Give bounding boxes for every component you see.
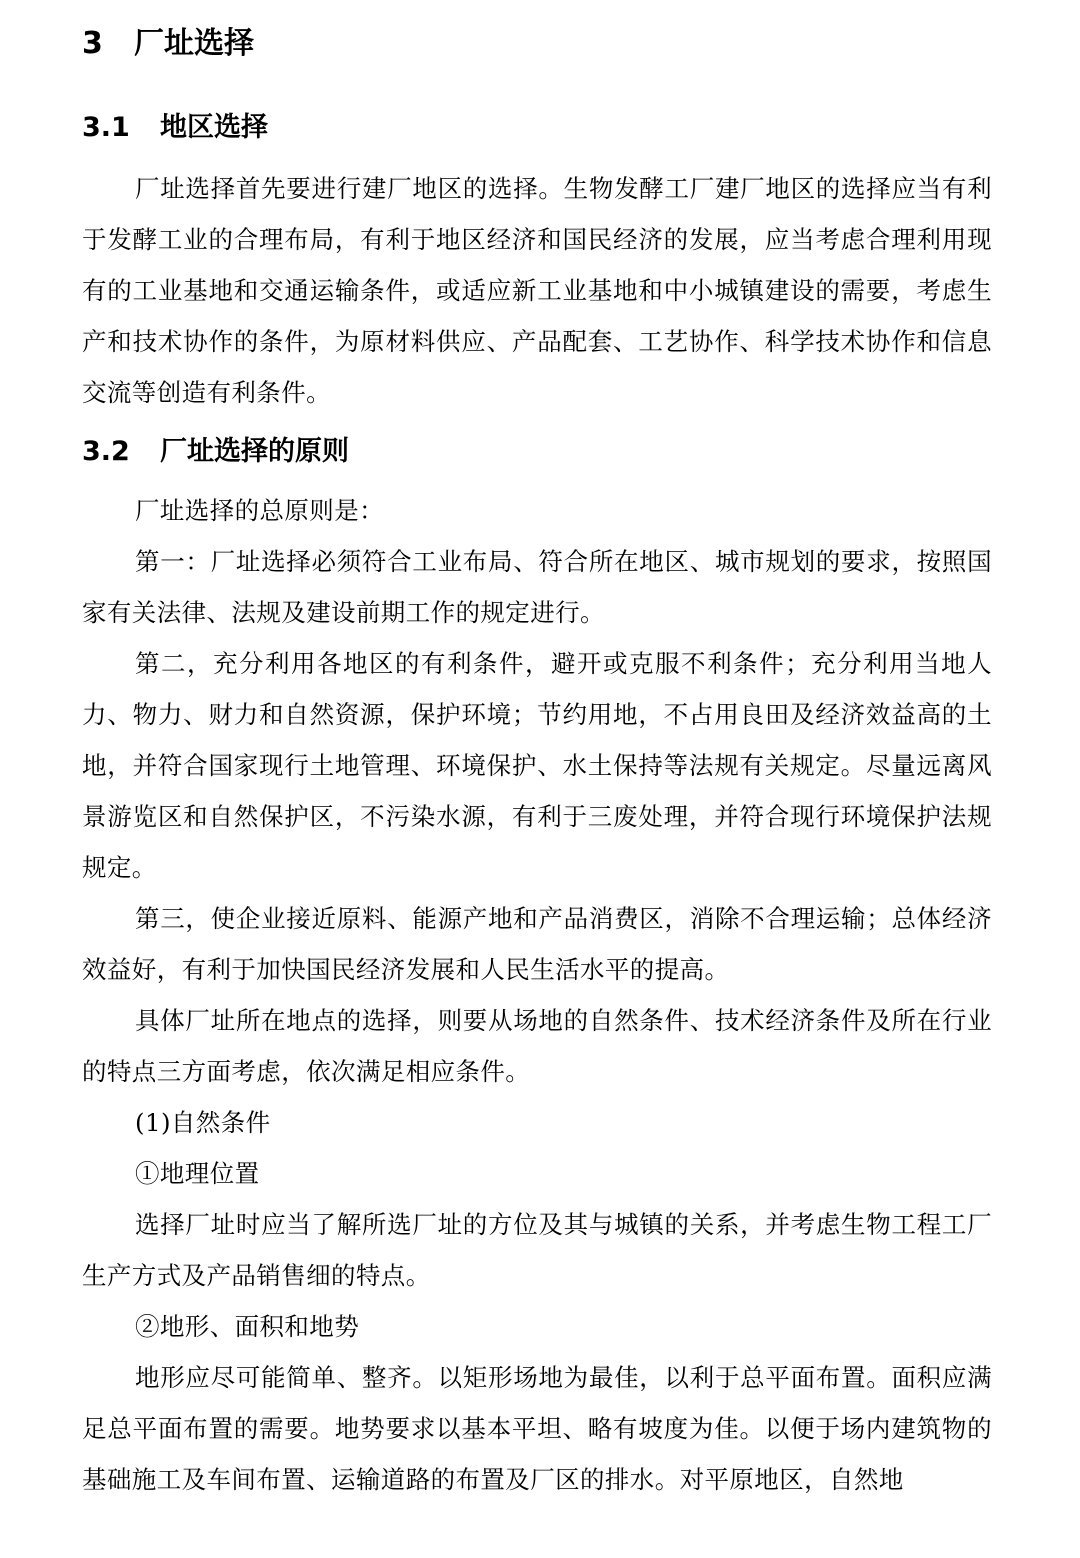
section-title: 地区选择	[160, 112, 268, 143]
section-number: 3.1	[82, 112, 130, 143]
section-heading-3-2	[82, 432, 349, 472]
list-heading: (1)自然条件	[135, 1108, 271, 1137]
paragraph: 厂址选择的总原则是：	[135, 496, 384, 525]
list-subheading: ②地形、面积和地势	[135, 1312, 360, 1341]
chapter-heading	[82, 22, 254, 66]
section-heading-3-1	[82, 108, 268, 148]
paragraph: 第二，充分利用各地区的有利条件，避开或克服不利条件；充分利用当地人力、物力、财力和自然资源，保护环境；节约用地，不占用良田及经济效益高的土地，并符合国家现行土地管理、环境保护、水土保持等法规有关规定。尽量远离风景游览区和自然保护区，不污染水源，有利于三废处理，并符合现行环境保护法规规定。	[82, 649, 992, 882]
paragraph: 第三，使企业接近原料、能源产地和产品消费区，消除不合理运输；总体经济效益好，有利于加快国民经济发展和人民生活水平的提高。	[82, 904, 992, 984]
section-title: 厂址选择的原则	[160, 436, 349, 467]
paragraph: 地形应尽可能简单、整齐。以矩形场地为最佳，以利于总平面布置。面积应满足总平面布置的需要。地势要求以基本平坦、略有坡度为佳。以便于场内建筑物的基础施工及车间布置、运输道路的布置及厂区的排水。对平原地区，自然地	[82, 1363, 992, 1494]
paragraph: 具体厂址所在地点的选择，则要从场地的自然条件、技术经济条件及所在行业的特点三方面考虑，依次满足相应条件。	[82, 1006, 992, 1086]
chapter-number: 3	[82, 26, 103, 61]
chapter-title: 厂址选择	[134, 26, 254, 61]
section-number: 3.2	[82, 436, 130, 467]
list-subheading: ①地理位置	[135, 1159, 260, 1188]
paragraph: 厂址选择首先要进行建厂地区的选择。生物发酵工厂建厂地区的选择应当有利于发酵工业的合理布局，有利于地区经济和国民经济的发展，应当考虑合理利用现有的工业基地和交通运输条件，或适应新工业基地和中小城镇建设的需要，考虑生产和技术协作的条件，为原材料供应、产品配套、工艺协作、科学技术协作和信息交流等创造有利条件。	[82, 174, 992, 407]
paragraph: 第一：厂址选择必须符合工业布局、符合所在地区、城市规划的要求，按照国家有关法律、法规及建设前期工作的规定进行。	[82, 547, 992, 627]
paragraph: 选择厂址时应当了解所选厂址的方位及其与城镇的关系，并考虑生物工程工厂生产方式及产品销售细的特点。	[82, 1210, 992, 1290]
